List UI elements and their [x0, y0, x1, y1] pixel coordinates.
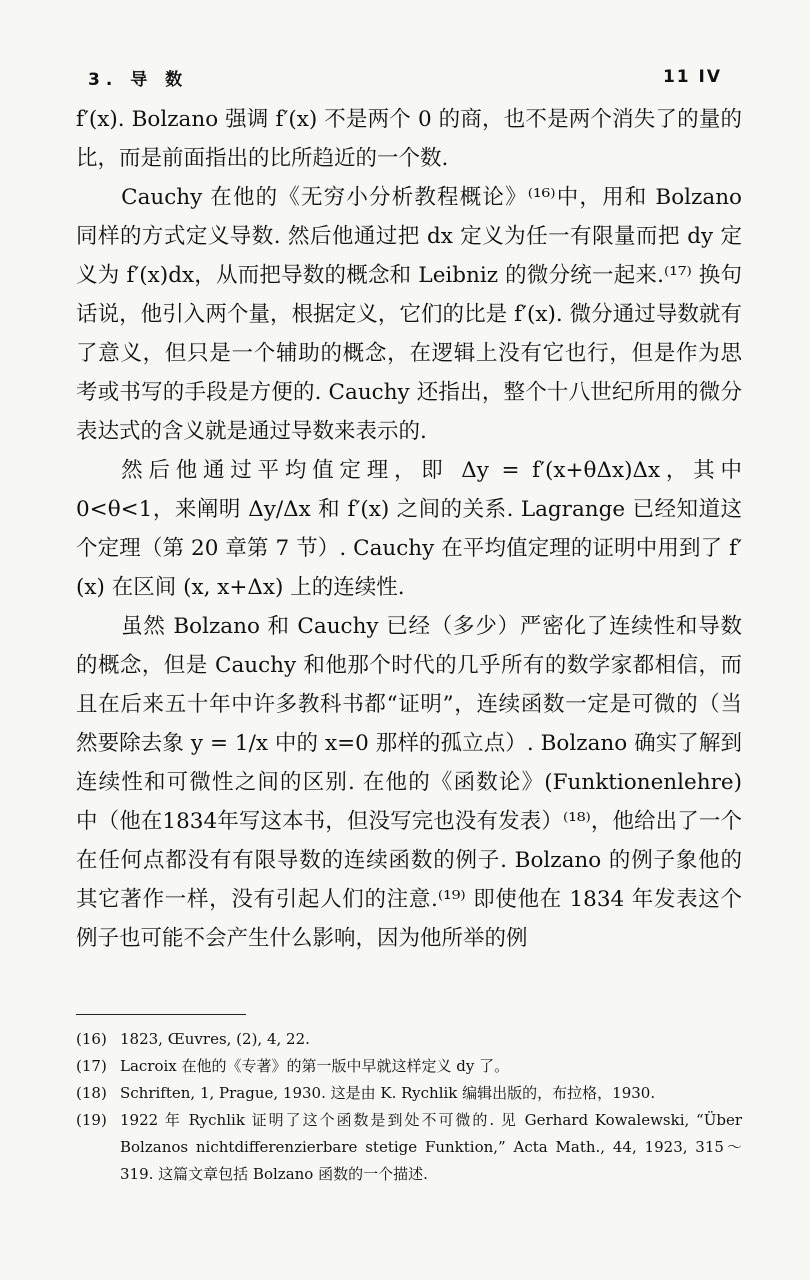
footnote-text: 1823, Œuvres, (2), 4, 22.	[120, 1030, 310, 1048]
body-text	[76, 100, 742, 958]
footnote-text: Schriften, 1, Prague, 1930. 这是由 K. Rychlik 编辑出版的，布拉格，1930.	[120, 1084, 656, 1102]
footnote-text: 1922 年 Rychlik 证明了这个函数是到处不可微的. 见 Gerhard Kowalewski, “Über Bolzanos nichtdifferenzierbare stetige Funktion,” Acta Math., 44, 1923, 315～319. 这篇文章包括 Bolzano 函数的一个描述.	[120, 1111, 742, 1183]
page-number: 11 IV	[662, 67, 722, 87]
paragraph-continuity-differentiability: 虽然 Bolzano 和 Cauchy 已经（多少）严密化了连续性和导数的概念，但是 Cauchy 和他那个时代的几乎所有的数学家都相信，而且在后来五十年中许多教科书都“证明”，连续函数一定是可微的（当然要除去象 y = 1/x 中的 x=0 那样的孤立点）. Bolzano 确实了解到连续性和可微性之间的区别. 在他的《函数论》(Funktionenlehre) 中（他在1834年写这本书，但没写完也没有发表）⁽¹⁸⁾，他给出了一个在任何点都没有有限导数的连续函数的例子. Bolzano 的例子象他的其它著作一样，没有引起人们的注意.⁽¹⁹⁾ 即使他在 1834 年发表这个例子也可能不会产生什么影响，因为他所举的例	[76, 614, 742, 951]
footnotes	[76, 1026, 742, 1188]
footnote-number: (17)	[76, 1057, 107, 1075]
footnote-number: (19)	[76, 1111, 107, 1129]
section-title: 3. 导 数	[88, 69, 189, 90]
footnote-16	[76, 1026, 742, 1053]
paragraph-mean-value-theorem: 然后他通过平均值定理，即 Δy = f′(x+θΔx)Δx，其中 0<θ<1，来阐明 Δy/Δx 和 f′(x) 之间的关系. Lagrange 已经知道这个定理（第 20 章第 7 节）. Cauchy 在平均值定理的证明中用到了 f′(x) 在区间 (x, x+Δx) 上的连续性.	[76, 458, 742, 600]
footnote-18	[76, 1080, 742, 1107]
footnote-19	[76, 1107, 742, 1188]
running-header	[88, 62, 722, 92]
paragraph-continuation: f′(x). Bolzano 强调 f′(x) 不是两个 0 的商，也不是两个消失了的量的比，而是前面指出的比所趋近的一个数.	[76, 107, 742, 171]
footnote-17	[76, 1053, 742, 1080]
footnote-text: Lacroix 在他的《专著》的第一版中早就这样定义 dy 了。	[120, 1057, 510, 1075]
footnote-number: (16)	[76, 1030, 107, 1048]
footnote-number: (18)	[76, 1084, 107, 1102]
paragraph-cauchy-derivative: Cauchy 在他的《无穷小分析教程概论》⁽¹⁶⁾中，用和 Bolzano 同样的方式定义导数. 然后他通过把 dx 定义为任一有限量而把 dy 定义为 f′(x)dx，从而把导数的概念和 Leibniz 的微分统一起来.⁽¹⁷⁾ 换句话说，他引入两个量，根据定义，它们的比是 f′(x). 微分通过导数就有了意义，但只是一个辅助的概念，在逻辑上没有它也行，但是作为思考或书写的手段是方便的. Cauchy 还指出，整个十八世纪所用的微分表达式的含义就是通过导数来表示的.	[76, 185, 742, 444]
footnote-divider	[76, 1014, 246, 1015]
